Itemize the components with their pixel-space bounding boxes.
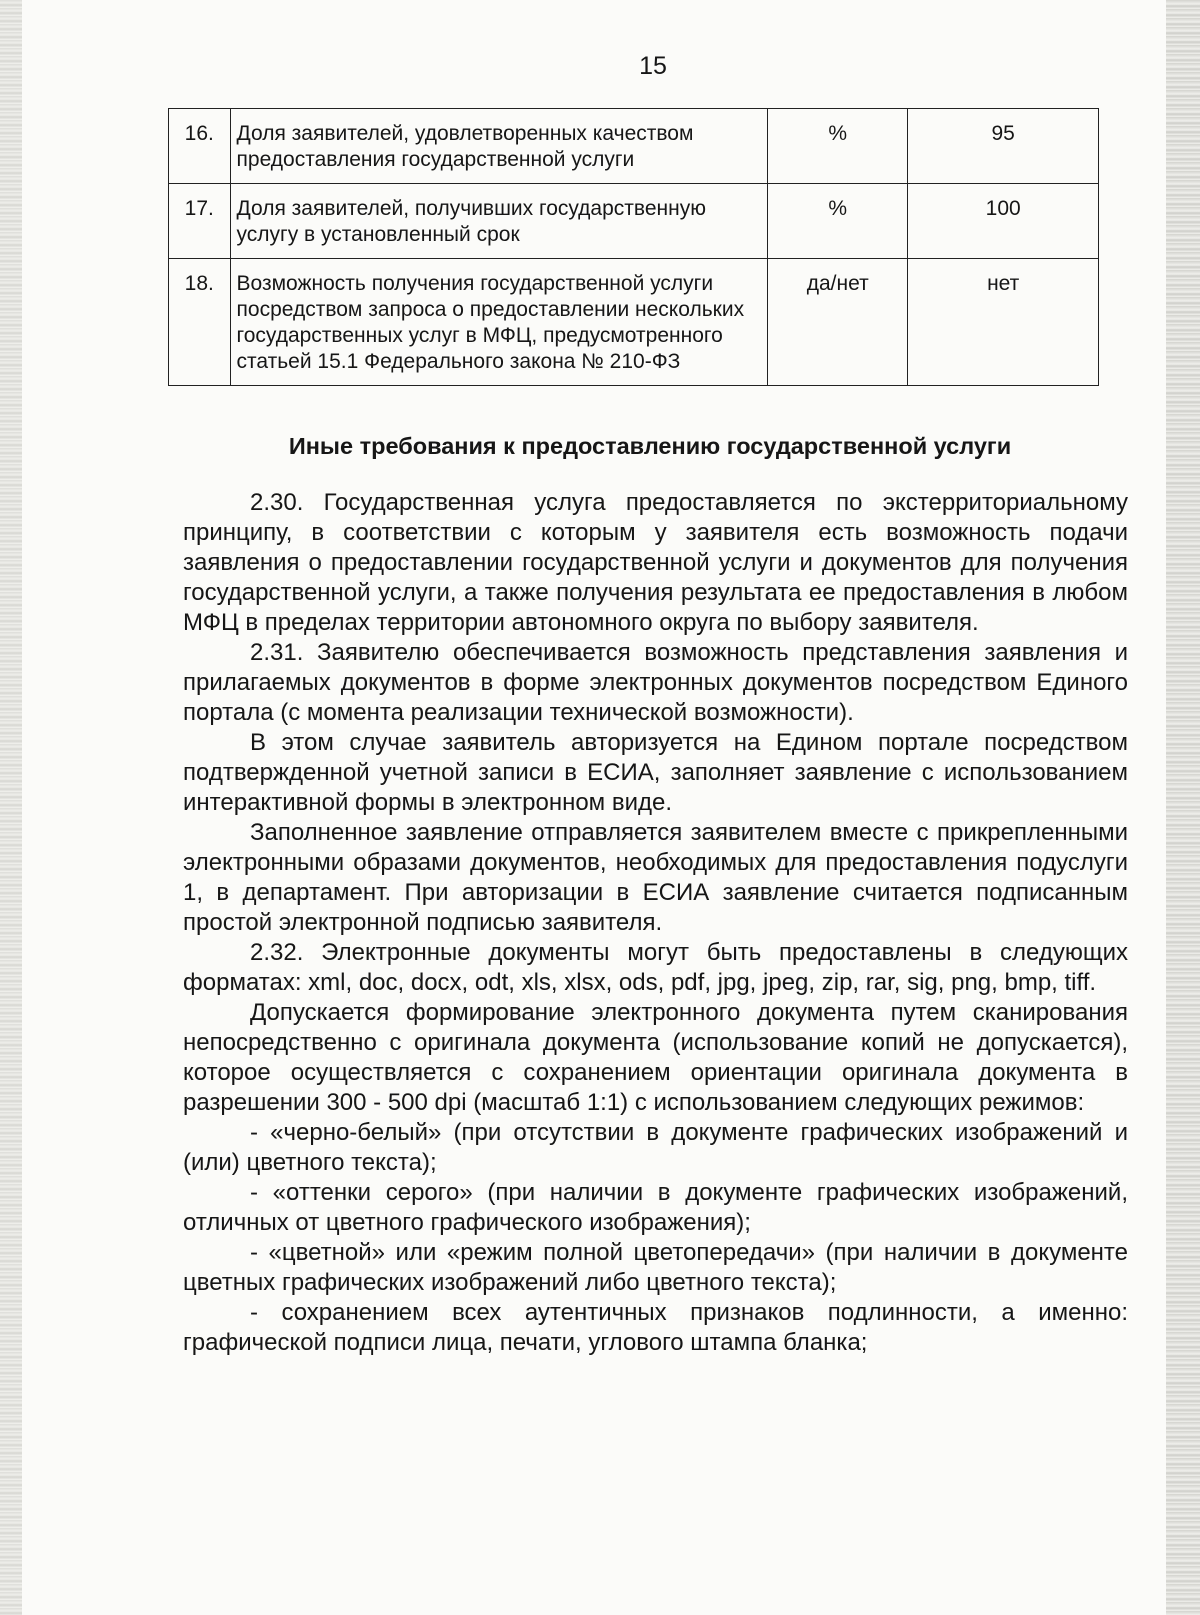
paragraph-2-32: 2.32. Электронные документы могут быть предоставлены в следующих форматах: xml, doc, docx, odt, xls, xlsx, ods, pdf, jpg, jpeg, zip, rar, sig, png, bmp, tiff. [183, 939, 1128, 996]
indicator-unit: да/нет [768, 259, 908, 386]
row-number: 17. [169, 184, 231, 259]
list-item: - «черно-белый» (при отсутствии в документе графических изображений и (или) цветного текста); [183, 1119, 1128, 1176]
indicator-value: нет [908, 259, 1099, 386]
section-heading: Иные требования к предоставлению государственной услуги [288, 433, 1012, 459]
scan-edge-left [0, 0, 22, 1615]
indicator-value: 95 [908, 109, 1099, 184]
list-item: - «оттенки серого» (при наличии в документе графических изображений, отличных от цветного графического изображения); [183, 1179, 1128, 1236]
indicator-value: 100 [908, 184, 1099, 259]
indicator-name: Возможность получения государственной услуги посредством запроса о предоставлении нескольких государственных услуг в МФЦ, предусмотренного статьей 15.1 Федерального закона № 210-ФЗ [230, 259, 768, 386]
body-text [183, 488, 1128, 1358]
paragraph-2-31: 2.31. Заявителю обеспечивается возможность представления заявления и прилагаемых документов в форме электронных документов посредством Единого портала (с момента реализации технической возможности). [183, 639, 1128, 726]
indicators-table [168, 108, 1099, 386]
page-number: 15 [639, 52, 667, 80]
paragraph-2-30: 2.30. Государственная услуга предоставляется по экстерриториальному принципу, в соответствии с которым у заявителя есть возможность подачи заявления о предоставлении государственной услуги и документов для получения государственной услуги, а также получения результата ее предоставления в любом МФЦ в пределах территории автономного округа по выбору заявителя. [183, 489, 1128, 636]
table-row [169, 109, 1099, 184]
table-row [169, 184, 1099, 259]
paragraph: Допускается формирование электронного документа путем сканирования непосредственно с оригинала документа (использование копий не допускается), которое осуществляется с сохранением ориентации оригинала документа в разрешении 300 - 500 dpi (масштаб 1:1) с использованием следующих режимов: [183, 999, 1128, 1116]
list-item: - «цветной» или «режим полной цветопередачи» (при наличии в документе цветных графических изображений либо цветного текста); [183, 1239, 1128, 1296]
indicator-name: Доля заявителей, получивших государственную услугу в установленный срок [230, 184, 768, 259]
row-number: 16. [169, 109, 231, 184]
list-item: - сохранением всех аутентичных признаков подлинности, а именно: графической подписи лица, печати, углового штампа бланка; [183, 1299, 1128, 1356]
indicator-unit: % [768, 109, 908, 184]
indicator-unit: % [768, 184, 908, 259]
table-row [169, 259, 1099, 386]
indicator-name: Доля заявителей, удовлетворенных качеством предоставления государственной услуги [230, 109, 768, 184]
paragraph: Заполненное заявление отправляется заявителем вместе с прикрепленными электронными образами документов, необходимых для предоставления подуслуги 1, в департамент. При авторизации в ЕСИА заявление считается подписанным простой электронной подписью заявителя. [183, 819, 1128, 936]
row-number: 18. [169, 259, 231, 386]
scan-edge-right [1166, 0, 1200, 1615]
paragraph: В этом случае заявитель авторизуется на Едином портале посредством подтвержденной учетной записи в ЕСИА, заполняет заявление с использованием интерактивной формы в электронном виде. [183, 729, 1128, 816]
